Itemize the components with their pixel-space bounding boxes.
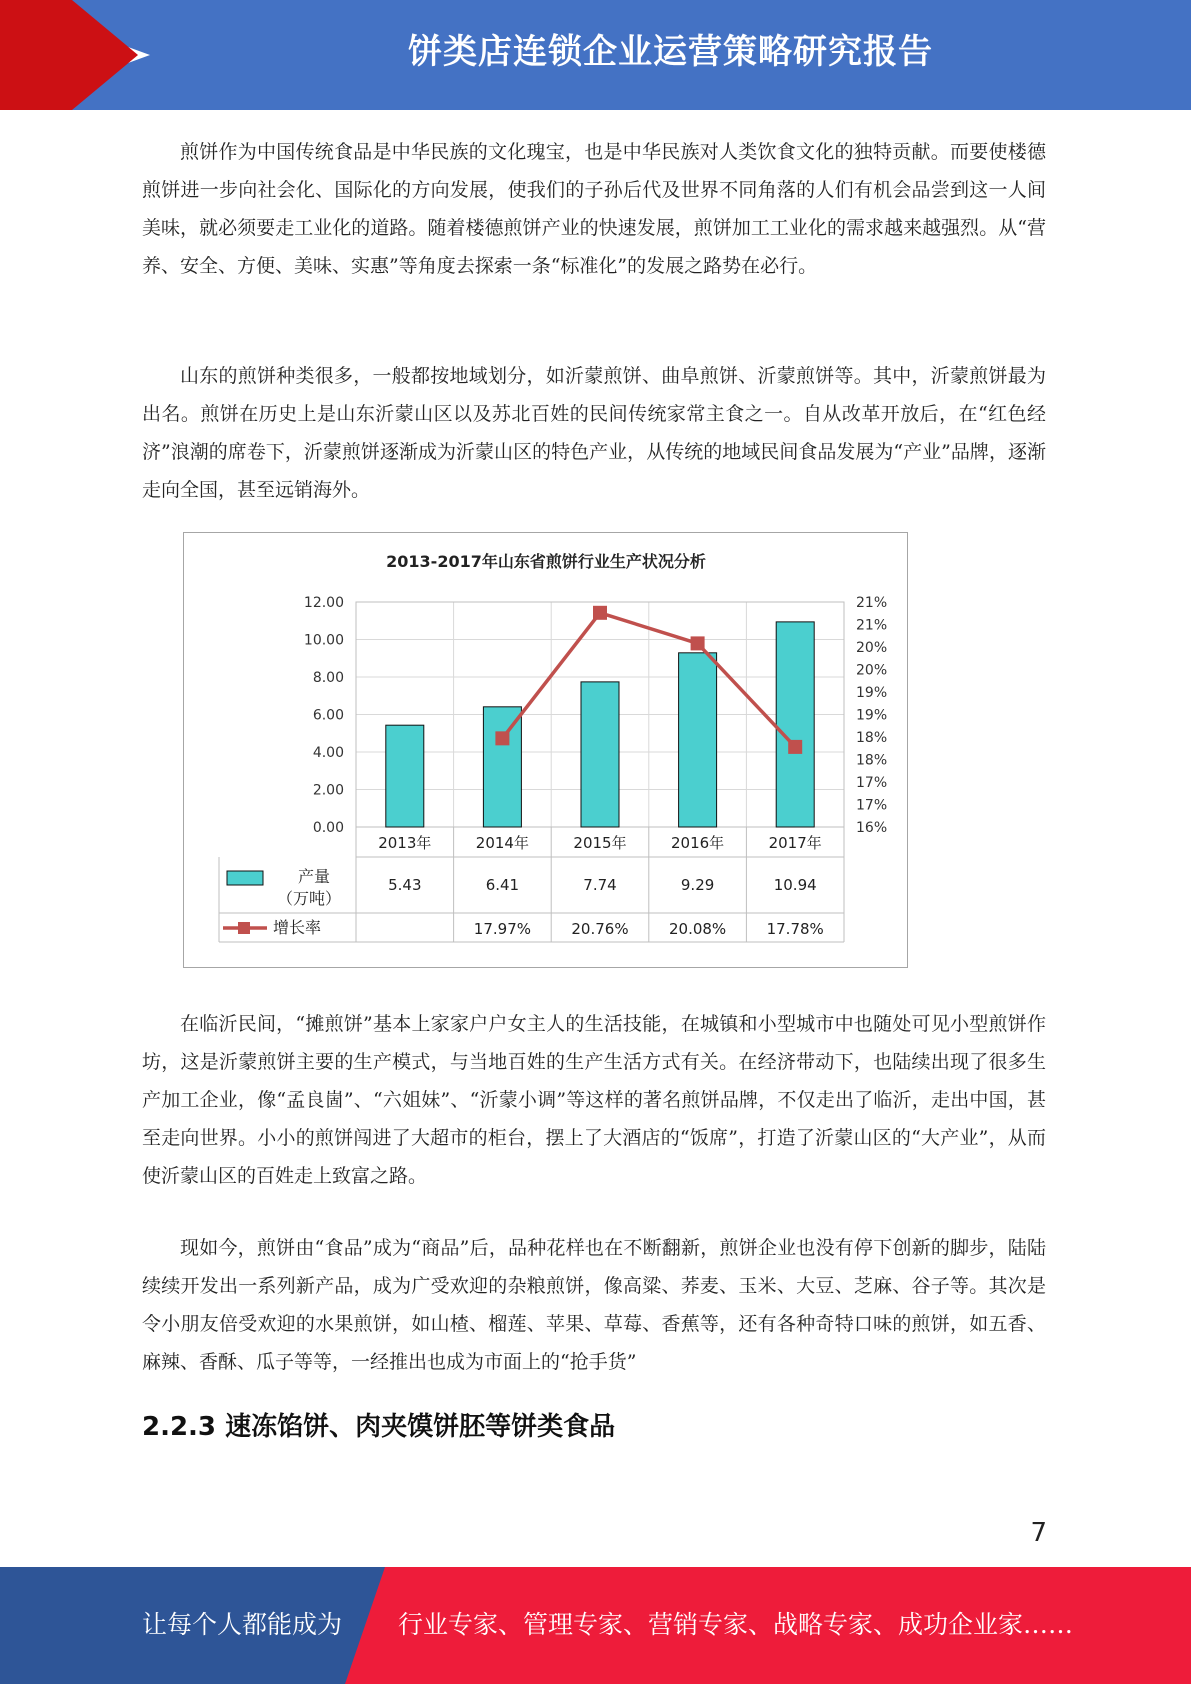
report-title: 饼类店连锁企业运营策略研究报告: [408, 32, 933, 72]
legend-line-marker: [238, 922, 250, 934]
header-chevron-red: [0, 0, 72, 110]
legend-bar-unit: （万吨）: [276, 889, 342, 908]
growth-rate-marker: [691, 636, 705, 650]
bar: [386, 725, 424, 827]
category-label: 2016年: [671, 834, 725, 852]
left-tick-label: 10.00: [303, 632, 344, 649]
right-tick-label: 21%: [856, 617, 888, 634]
category-label: 2017年: [768, 834, 822, 852]
paragraph-1: 煎饼作为中国传统食品是中华民族的文化瑰宝，也是中华民族对人类饮食文化的独特贡献。而要使楼德煎饼进一步向社会化、国际化的方向发展，使我们的子孙后代及世界不同角落的人们有机会品尝到这一人间美味，就必须要走工业化的道路。随着楼德煎饼产业的快速发展，煎饼加工工业化的需求越来越强烈。从“营养、安全、方便、美味、实惠”等角度去探索一条“标准化”的发展之路势在必行。: [142, 141, 1046, 277]
legend-line-name: 增长率: [273, 918, 322, 937]
chart-data-table: [219, 827, 844, 942]
growth-rate-marker: [495, 731, 509, 745]
paragraph-2: 山东的煎饼种类很多，一般都按地域划分，如沂蒙煎饼、曲阜煎饼、沂蒙煎饼等。其中，沂蒙煎饼最为出名。煎饼在历史上是山东沂蒙山区以及苏北百姓的民间传统家常主食之一。自从改革开放后，在“红色经济”浪潮的席卷下，沂蒙煎饼逐渐成为沂蒙山区的特色产业，从传统的地域民间食品发展为“产业”品牌，逐渐走向全国，甚至远销海外。: [142, 365, 1046, 501]
production-chart: [183, 532, 908, 968]
growth-rate-label: 20.76%: [571, 920, 629, 938]
growth-rate-label: 17.97%: [473, 920, 532, 938]
right-tick-label: 20%: [856, 640, 888, 656]
growth-rate-label: 17.78%: [766, 920, 824, 938]
left-tick-label: 0.00: [312, 820, 344, 836]
right-tick-label: 17%: [856, 797, 888, 814]
bar: [679, 653, 717, 827]
legend-bar-swatch: [227, 871, 263, 885]
bar-value-label: 6.41: [485, 876, 520, 894]
left-tick-label: 2.00: [312, 782, 344, 799]
bar-value-label: 9.29: [680, 876, 715, 894]
bar-series: [386, 622, 814, 827]
paragraph-4: 现如今，煎饼由“食品”成为“商品”后，品种花样也在不断翻新，煎饼企业也没有停下创新的脚步，陆陆续续开发出一系列新产品，成为广受欢迎的杂粮煎饼，像高粱、荞麦、玉米、大豆、芝麻、谷子等。其次是令小朋友倍受欢迎的水果煎饼，如山楂、榴莲、苹果、草莓、香蕉等，还有各种奇特口味的煎饼，如五香、麻辣、香酥、瓜子等等，一经推出也成为市面上的“抢手货”: [142, 1237, 1046, 1373]
right-tick-label: 18%: [856, 730, 888, 746]
bar-value-label: 7.74: [583, 876, 617, 894]
category-label: 2014年: [475, 834, 529, 852]
right-tick-label: 18%: [856, 752, 888, 769]
left-tick-label: 4.00: [312, 745, 344, 761]
bar-value-label: 10.94: [773, 876, 817, 894]
growth-rate-marker: [788, 740, 802, 754]
right-axis-ticks: [856, 595, 887, 836]
left-tick-label: 6.00: [312, 707, 344, 724]
bar: [483, 707, 521, 827]
right-tick-label: 20%: [856, 662, 888, 679]
section-heading: 2.2.3 速冻馅饼、肉夹馍饼胚等饼类食品: [142, 1412, 616, 1442]
page-header: [0, 0, 1191, 110]
right-tick-label: 19%: [856, 707, 888, 724]
bar: [581, 682, 619, 827]
page-number: 7: [1030, 1518, 1047, 1548]
legend-bar-name: 产量: [297, 867, 331, 886]
right-tick-label: 17%: [856, 775, 888, 791]
bar-value-label: 5.43: [388, 876, 422, 894]
footer-slogan-right: 行业专家、管理专家、营销专家、战略专家、成功企业家……: [398, 1610, 1074, 1639]
right-tick-label: 19%: [856, 685, 888, 701]
footer-slogan-left: 让每个人都能成为: [142, 1610, 343, 1639]
right-tick-label: 21%: [856, 595, 888, 611]
left-axis-ticks: [304, 595, 344, 836]
page-footer: [0, 1567, 1191, 1684]
chart-title: 2013-2017年山东省煎饼行业生产状况分析: [386, 552, 706, 571]
right-tick-label: 16%: [856, 820, 888, 836]
growth-rate-marker: [593, 606, 607, 620]
left-tick-label: 12.00: [303, 595, 344, 611]
paragraph-3: 在临沂民间，“摊煎饼”基本上家家户户女主人的生活技能，在城镇和小型城市中也随处可见小型煎饼作坊，这是沂蒙煎饼主要的生产模式，与当地百姓的生产生活方式有关。在经济带动下，也陆续出现了很多生产加工企业，像“孟良崮”、“六姐妹”、“沂蒙小调”等这样的著名煎饼品牌，不仅走出了临沂，走出中国，甚至走向世界。小小的煎饼闯进了大超市的柜台，摆上了大酒店的“饭席”，打造了沂蒙山区的“大产业”，从而使沂蒙山区的百姓走上致富之路。: [142, 1013, 1046, 1187]
growth-rate-label: 20.08%: [668, 920, 727, 938]
left-tick-label: 8.00: [312, 670, 344, 686]
category-label: 2015年: [573, 834, 627, 852]
header-chevron-red-tip: [72, 0, 138, 110]
bar: [776, 622, 814, 827]
category-label: 2013年: [378, 834, 432, 852]
chart-svg: [184, 533, 907, 967]
